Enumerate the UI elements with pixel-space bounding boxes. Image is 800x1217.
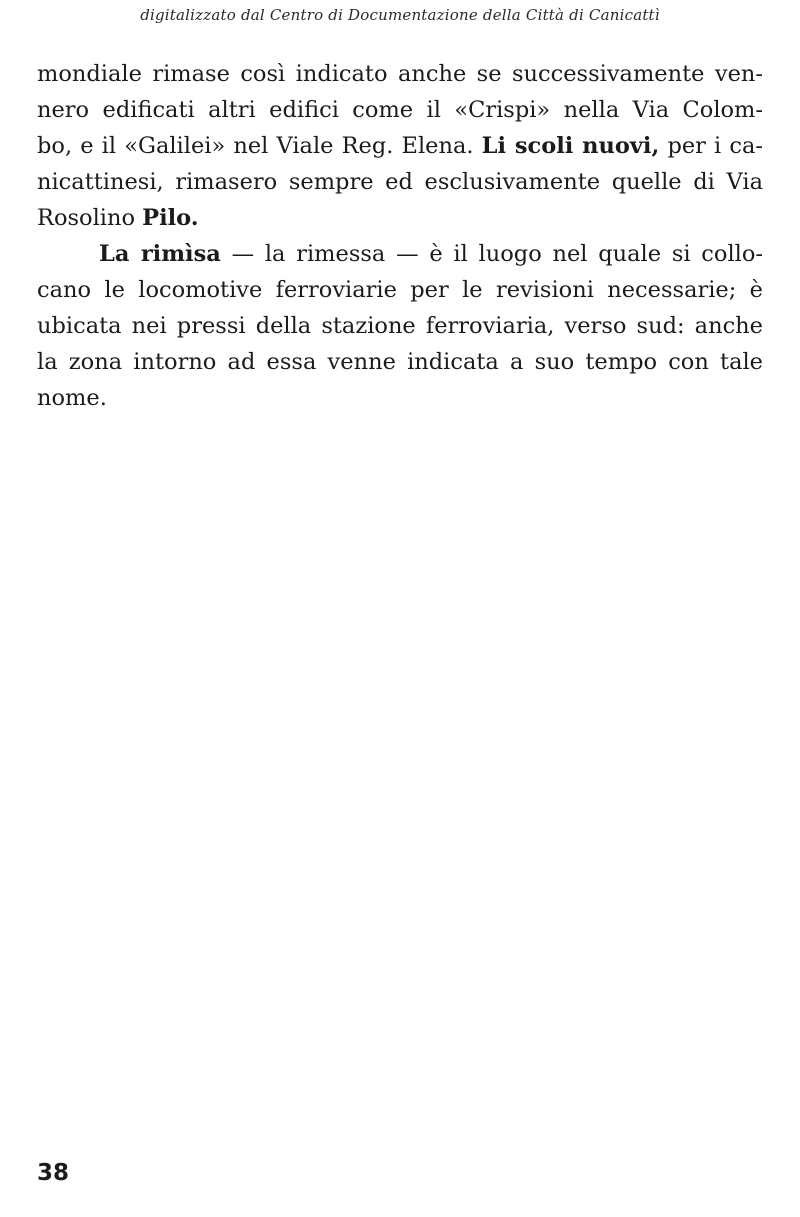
paragraph-1-line-3: [37, 128, 763, 164]
page-number: 38: [37, 1160, 70, 1186]
paragraph-1-line-2: nero edificati altri edifici come il «Crispi» nella Via Colom-: [37, 97, 763, 123]
paragraph-2-line-2: cano le locomotive ferroviarie per le revisioni necessarie; è: [37, 277, 763, 303]
name-pilo: Pilo.: [142, 205, 199, 231]
paragraph-2-line-1: [37, 236, 763, 272]
digitization-watermark: digitalizzato dal Centro di Documentazione della Città di Canicattì: [140, 6, 660, 24]
term-la-rimisa: La rimìsa: [99, 241, 221, 267]
paragraph-2-line-3: ubicata nei pressi della stazione ferroviaria, verso sud: anche: [37, 313, 763, 339]
paragraph-1-line-5: [37, 200, 763, 236]
paragraph-2-line-4: la zona intorno ad essa venne indicata a suo tempo con tale: [37, 349, 763, 375]
term-li-scoli-nuovi: Li scoli nuovi,: [481, 133, 660, 159]
text-span: Rosolino: [37, 205, 136, 231]
paragraph-1-line-4: nicattinesi, rimasero sempre ed esclusivamente quelle di Via: [37, 169, 763, 195]
text-span: per i ca-: [667, 133, 764, 159]
paragraph-2-line-5: nome.: [37, 385, 107, 411]
page-body: [37, 56, 763, 416]
text-span: — la rimessa — è il luogo nel quale si collo-: [231, 241, 763, 267]
paragraph-1-line-1: mondiale rimase così indicato anche se successivamente ven-: [37, 61, 763, 87]
paragraph-2: [37, 236, 763, 416]
paragraph-1: [37, 56, 763, 236]
text-span: bo, e il «Galilei» nel Viale Reg. Elena.: [37, 133, 474, 159]
